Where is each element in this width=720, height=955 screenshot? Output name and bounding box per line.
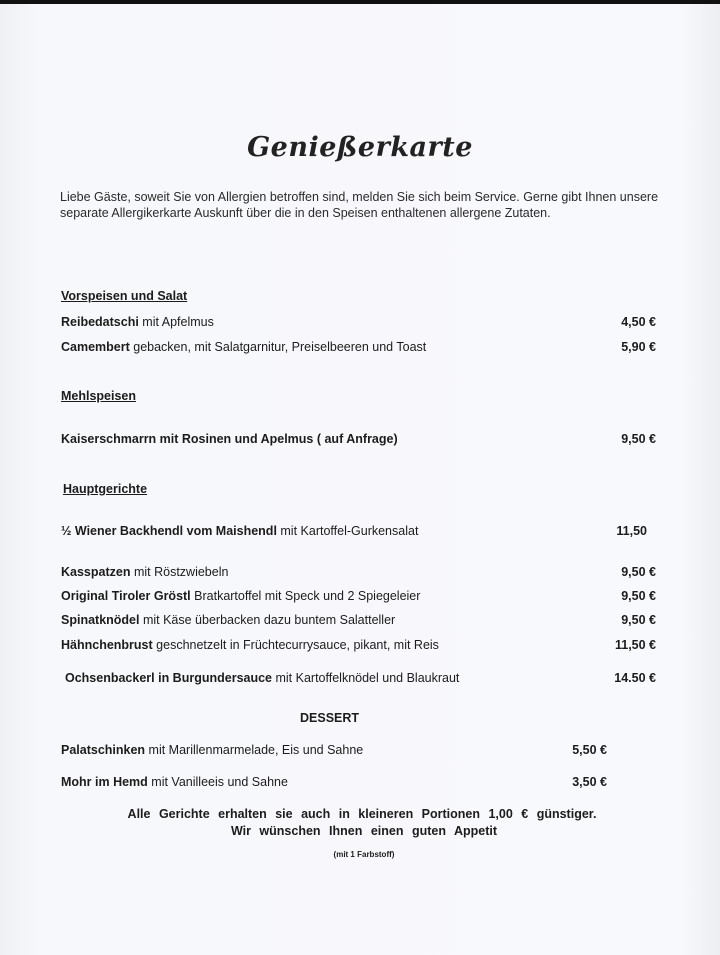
menu-item: Mohr im Hemd mit Vanilleeis und Sahne: [61, 775, 288, 789]
menu-item-price: 14.50 €: [614, 671, 656, 685]
menu-item-price: 11,50: [616, 524, 647, 538]
menu-item: Reibedatschi mit Apfelmus: [61, 315, 214, 329]
menu-item: Ochsenbackerl in Burgundersauce mit Kartoffelknödel und Blaukraut: [65, 671, 460, 685]
menu-item: Original Tiroler Gröstl Bratkartoffel mit Speck und 2 Spiegeleier: [61, 589, 421, 603]
menu-item-price: 9,50 €: [621, 613, 656, 627]
section-heading-vorspeisen: Vorspeisen und Salat: [61, 289, 188, 303]
footer-portions-note: Alle Gerichte erhalten sie auch in kleineren Portionen 1,00 € günstiger.: [127, 807, 597, 821]
menu-item-price: 9,50 €: [621, 589, 656, 603]
section-heading-mehlspeisen: Mehlspeisen: [61, 389, 137, 403]
menu-item-price: 5,90 €: [621, 340, 656, 354]
section-heading-hauptgerichte: Hauptgerichte: [63, 482, 148, 496]
menu-item-price: 9,50 €: [621, 432, 656, 446]
menu-item-price: 9,50 €: [621, 565, 656, 579]
allergy-notice: Liebe Gäste, soweit Sie von Allergien betroffen sind, melden Sie sich beim Service. Gerne gibt Ihnen unsere separate Allergikerkarte Auskunft über die in den Speisen enthaltenen allergene Zutaten.: [60, 190, 659, 220]
footer-greeting: Wir wünschen Ihnen einen guten Appetit: [230, 824, 498, 838]
footer-additive-note: (mit 1 Farbstoff): [333, 850, 395, 859]
section-heading-dessert: DESSERT: [300, 711, 360, 725]
menu-item: Kaiserschmarrn mit Rosinen und Apelmus ( auf Anfrage): [61, 432, 398, 446]
menu-item: Palatschinken mit Marillenmarmelade, Eis und Sahne: [61, 743, 364, 757]
menu-item-price: 11,50 €: [614, 638, 656, 652]
page-title: Genießerkarte: [247, 132, 473, 163]
menu-item: Spinatknödel mit Käse überbacken dazu buntem Salatteller: [61, 613, 396, 627]
menu-item: Kasspatzen mit Röstzwiebeln: [61, 565, 229, 579]
menu-item-price: 5,50 €: [572, 743, 607, 757]
menu-item-price: 4,50 €: [621, 315, 656, 329]
menu-item-price: 3,50 €: [572, 775, 607, 789]
menu-item: Camembert gebacken, mit Salatgarnitur, Preiselbeeren und Toast: [61, 340, 427, 354]
menu-item: Hähnchenbrust geschnetzelt in Früchtecurrysauce, pikant, mit Reis: [61, 638, 439, 652]
menu-item: ½ Wiener Backhendl vom Maishendl mit Kartoffel-Gurkensalat: [61, 524, 419, 538]
